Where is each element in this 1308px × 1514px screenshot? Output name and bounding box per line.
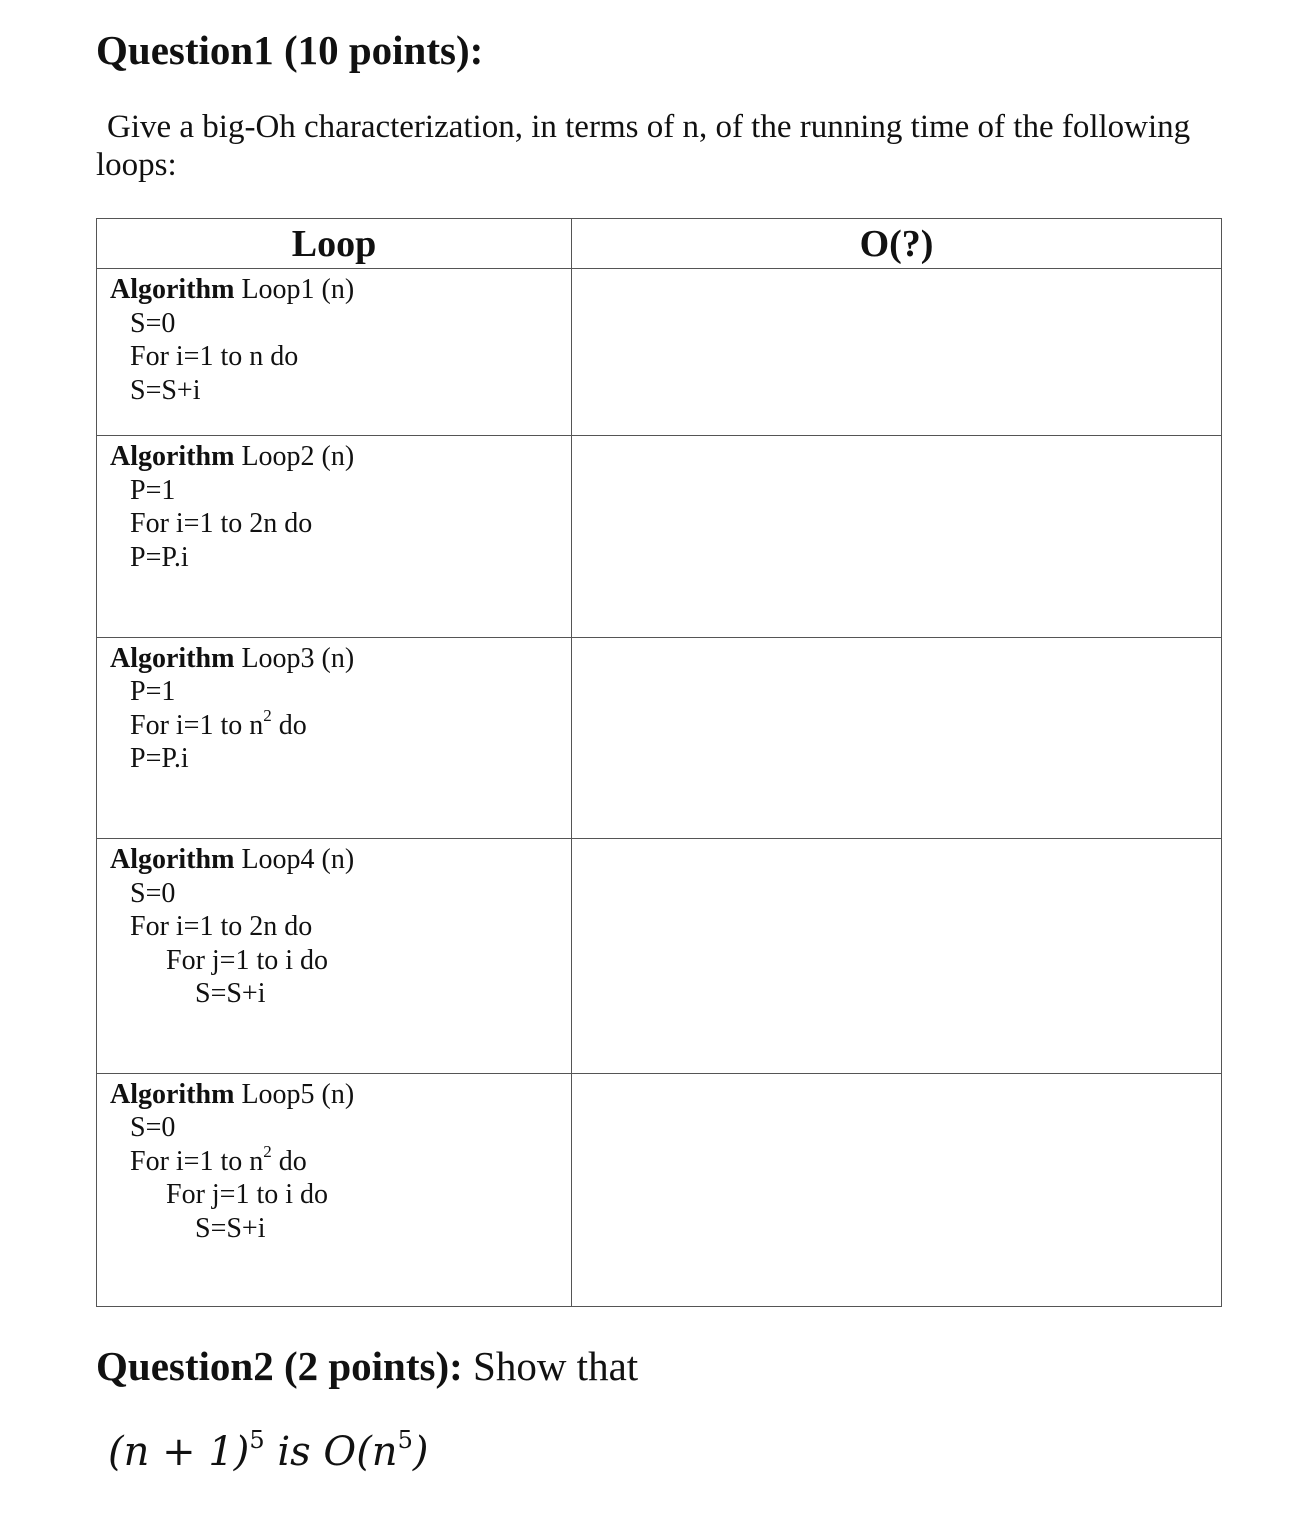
loop4-header bbox=[110, 843, 571, 877]
question2 bbox=[96, 1342, 638, 1390]
table-row bbox=[97, 839, 1222, 1073]
loop3-cell bbox=[97, 637, 572, 838]
loops-table bbox=[96, 218, 1222, 1307]
loop1-answer-cell[interactable] bbox=[572, 269, 1222, 436]
algorithm-keyword: Algorithm bbox=[110, 441, 235, 473]
loop1-line-1: S=0 bbox=[130, 307, 176, 339]
loop5-exponent: 2 bbox=[263, 1141, 272, 1161]
loop5-line-4: S=S+i bbox=[195, 1212, 266, 1244]
loop3-line-2 bbox=[110, 705, 571, 743]
loop3-algorithm bbox=[97, 638, 571, 776]
table-row bbox=[97, 269, 1222, 436]
formula-exponent-2: 5 bbox=[397, 1426, 413, 1454]
formula-middle: is O(n bbox=[264, 1429, 398, 1475]
loop1-cell bbox=[97, 269, 572, 436]
loop4-line-2: For i=1 to 2n do bbox=[130, 911, 313, 943]
loop3-line-3: P=P.i bbox=[130, 743, 189, 775]
loop2-answer-cell[interactable] bbox=[572, 436, 1222, 637]
loop5-do-text: do bbox=[271, 1145, 307, 1177]
loop3-name: Loop3 (n) bbox=[234, 642, 355, 674]
loop4-cell bbox=[97, 839, 572, 1073]
formula-exponent-1: 5 bbox=[249, 1426, 265, 1454]
table-row bbox=[97, 436, 1222, 637]
algorithm-keyword: Algorithm bbox=[110, 844, 235, 876]
table-row bbox=[97, 637, 1222, 838]
loop4-line-3: For j=1 to i do bbox=[166, 944, 329, 976]
loop4-answer-cell[interactable] bbox=[572, 839, 1222, 1073]
question1-prompt: Give a big-Oh characterization, in terms of n, of the running time of the following loops: bbox=[96, 109, 1191, 183]
question1-title: Question1 (10 points): bbox=[96, 27, 484, 73]
loop3-line-1: P=1 bbox=[130, 676, 176, 708]
question2-text: Show that bbox=[462, 1343, 639, 1389]
loop2-header bbox=[110, 440, 571, 474]
formula-end: ) bbox=[412, 1429, 429, 1475]
loop3-answer-cell[interactable] bbox=[572, 637, 1222, 838]
loop2-name: Loop2 (n) bbox=[234, 441, 355, 473]
loop1-line-3: S=S+i bbox=[130, 374, 201, 406]
loop4-line-1: S=0 bbox=[130, 877, 176, 909]
loop3-header bbox=[110, 642, 571, 676]
question2-label: Question2 (2 points): bbox=[96, 1343, 463, 1389]
loop3-exponent: 2 bbox=[263, 705, 272, 725]
loop5-cell bbox=[97, 1073, 572, 1306]
loop5-for-text: For i=1 to n bbox=[130, 1145, 264, 1177]
loop5-algorithm bbox=[97, 1074, 571, 1246]
loop2-algorithm bbox=[97, 436, 571, 574]
algorithm-keyword: Algorithm bbox=[110, 642, 235, 674]
loop5-name: Loop5 (n) bbox=[234, 1078, 355, 1110]
loop2-line-2: For i=1 to 2n do bbox=[130, 508, 313, 540]
loop2-cell bbox=[97, 436, 572, 637]
loop4-algorithm bbox=[97, 839, 571, 1011]
loop5-line-1: S=0 bbox=[130, 1112, 176, 1144]
loop2-line-1: P=1 bbox=[130, 474, 176, 506]
loop2-line-3: P=P.i bbox=[130, 541, 189, 573]
table-row bbox=[97, 1073, 1222, 1306]
loop5-line-2 bbox=[110, 1141, 571, 1179]
loop3-do-text: do bbox=[271, 709, 307, 741]
algorithm-keyword: Algorithm bbox=[110, 1078, 235, 1110]
header-loop: Loop bbox=[97, 219, 572, 269]
loop4-name: Loop4 (n) bbox=[234, 844, 355, 876]
loop1-header bbox=[110, 273, 571, 307]
loop4-line-4: S=S+i bbox=[195, 978, 266, 1010]
table-header-row bbox=[97, 219, 1222, 269]
loop3-for-text: For i=1 to n bbox=[130, 709, 264, 741]
loop1-name: Loop1 (n) bbox=[234, 274, 355, 306]
loop5-header bbox=[110, 1078, 571, 1112]
formula-base: (n + 1) bbox=[108, 1429, 250, 1475]
loop1-line-2: For i=1 to n do bbox=[130, 341, 299, 373]
loop5-answer-cell[interactable] bbox=[572, 1073, 1222, 1306]
algorithm-keyword: Algorithm bbox=[110, 274, 235, 306]
loop5-line-3: For j=1 to i do bbox=[166, 1179, 329, 1211]
loop1-algorithm bbox=[97, 269, 571, 407]
question2-formula bbox=[108, 1428, 428, 1476]
header-o: O(?) bbox=[572, 219, 1222, 269]
